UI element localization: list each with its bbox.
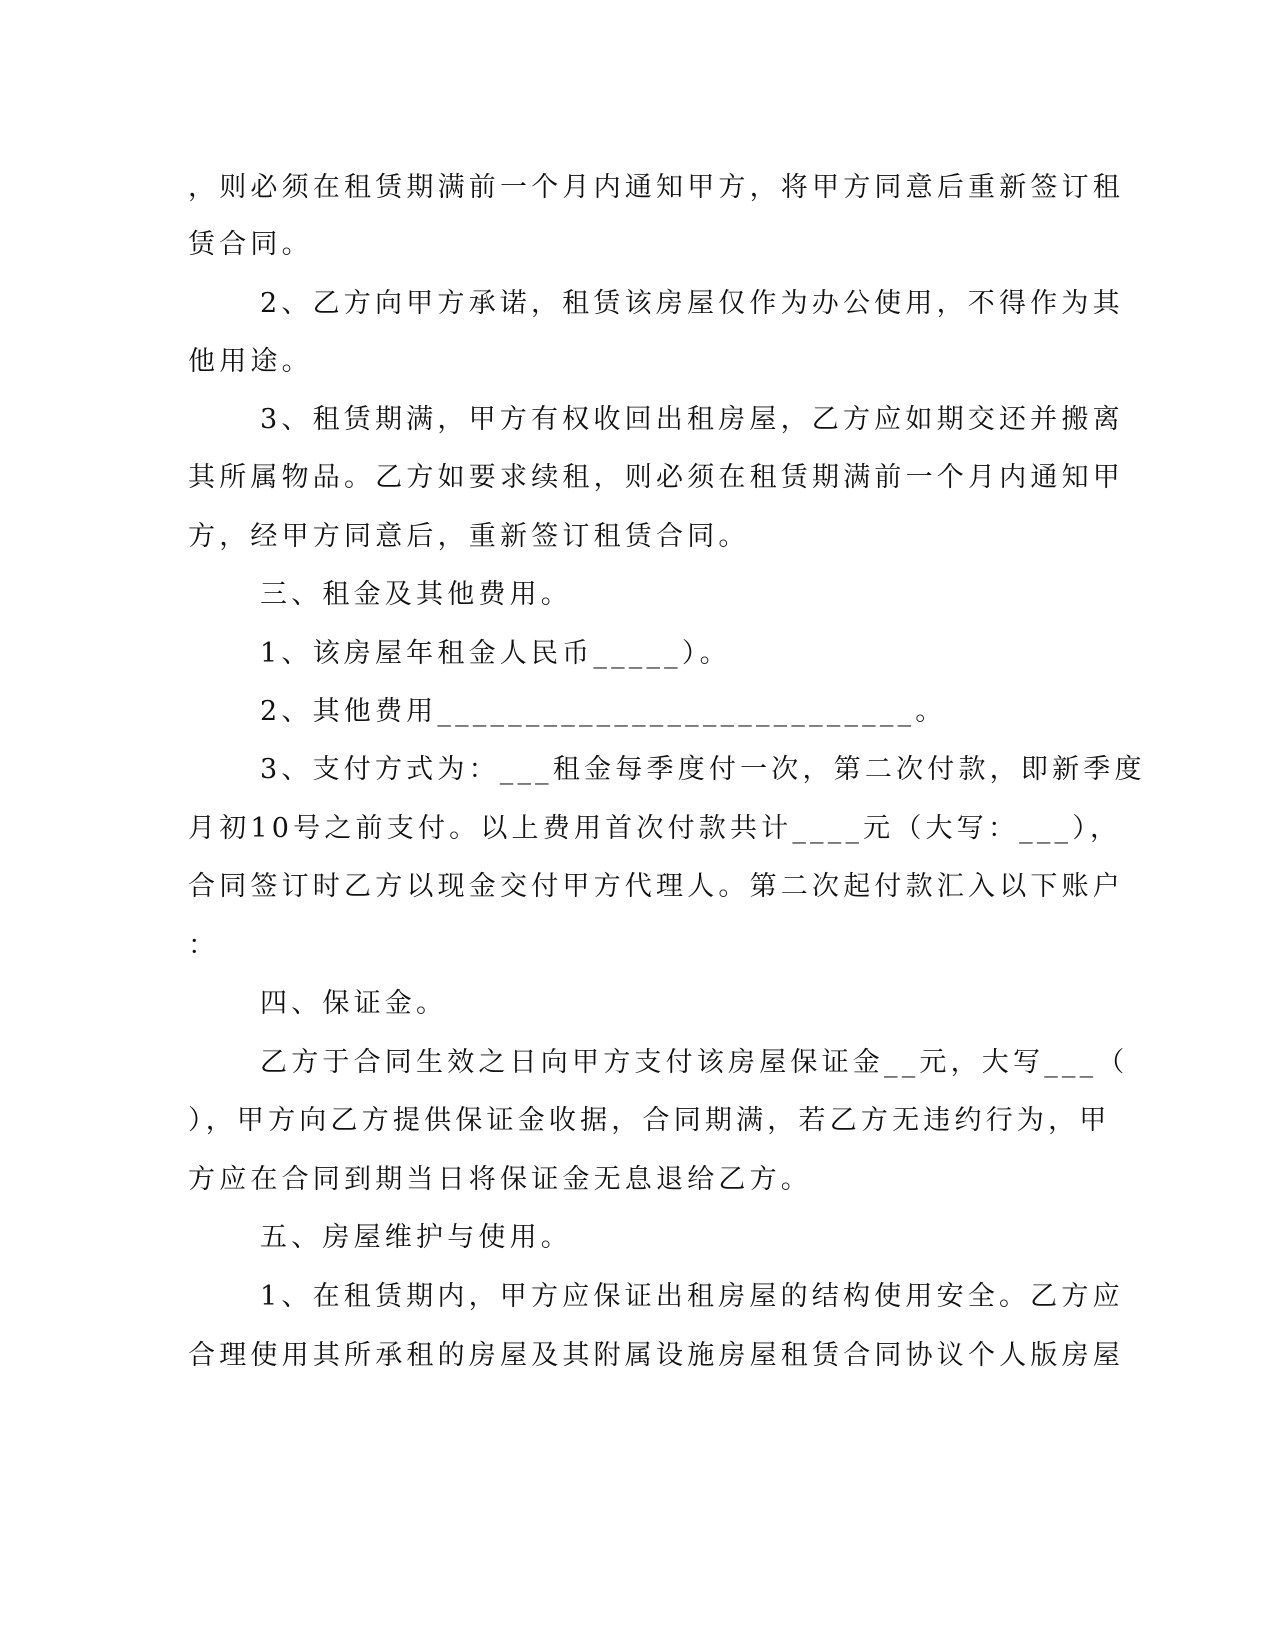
text-line-8: 三、租金及其他费用。 <box>260 579 572 610</box>
text-line-15: 四、保证金。 <box>260 988 448 1019</box>
text-line-1: ，则必须在租赁期满前一个月内通知甲方，将甲方同意后重新签订租 <box>188 172 1124 203</box>
text-line-10: 2、其他费用___________________________。 <box>260 696 947 727</box>
text-line-16: 乙方于合同生效之日向甲方支付该房屋保证金__元，大写___（ <box>260 1047 1129 1078</box>
text-line-13: 合同签订时乙方以现金交付甲方代理人。第二次起付款汇入以下账户 <box>188 871 1124 902</box>
text-line-12: 月初10号之前支付。以上费用首次付款共计____元（大写：___）， <box>188 813 1122 844</box>
text-line-17: ），甲方向乙方提供保证金收据，合同期满，若乙方无违约行为，甲 <box>188 1105 1111 1136</box>
text-line-21: 合理使用其所承租的房屋及其附属设施房屋租赁合同协议个人版房屋 <box>188 1340 1124 1371</box>
text-line-3: 2、乙方向甲方承诺，租赁该房屋仅作为办公使用，不得作为其 <box>260 288 1124 319</box>
text-line-4: 他用途。 <box>188 346 313 377</box>
text-line-5: 3、租赁期满，甲方有权收回出租房屋，乙方应如期交还并搬离 <box>260 404 1124 435</box>
text-line-6: 其所属物品。乙方如要求续租，则必须在租赁期满前一个月内通知甲 <box>188 462 1124 493</box>
text-line-19: 五、房屋维护与使用。 <box>260 1222 572 1253</box>
text-line-2: 赁合同。 <box>188 229 313 260</box>
text-line-9: 1、该房屋年租金人民币_____）。 <box>260 638 731 669</box>
text-line-18: 方应在合同到期当日将保证金无息退给乙方。 <box>188 1164 812 1195</box>
text-line-20: 1、在租赁期内，甲方应保证出租房屋的结构使用安全。乙方应 <box>260 1281 1124 1312</box>
text-line-11: 3、支付方式为：___租金每季度付一次，第二次付款，即新季度 <box>260 754 1146 785</box>
text-line-14: ： <box>188 930 220 961</box>
text-line-7: 方，经甲方同意后，重新签订租赁合同。 <box>188 521 750 552</box>
